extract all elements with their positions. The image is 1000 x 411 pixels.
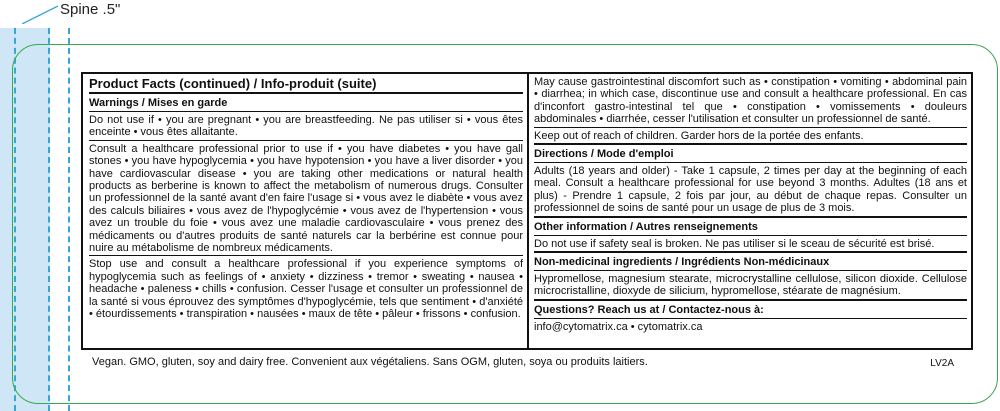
warnings-heading: Warnings / Mises en garde — [89, 94, 523, 112]
keep-out-of-reach-text: Keep out of reach of children. Garder hors de la portée des enfants. — [534, 129, 864, 142]
panel-title: Product Facts (continued) / Info-produit (suite) — [89, 74, 523, 94]
spine-label: Spine .5" — [60, 1, 121, 18]
non-medicinal-text: Hypromellose, magnesium stearate, microcrystalline cellulose, silicon dioxide. Cellulose microcristalline, dioxyde de silicium, hypromellose, stéarate de magnésium. — [534, 271, 967, 301]
directions-text: Adults (18 years and older) - Take 1 capsule, 2 times per day at the beginning of each meal. Consult a healthcare professional for use beyond 3 months. Adultes (18 ans et plus) - Prendre 1 capsule, 2 fois par jour, au début de chaque repas. Consulter un professionnel de soins de santé pour un usage de plus de 3 mois. — [534, 163, 967, 218]
contact-text: info@cytomatrix.ca • cytomatrix.ca — [534, 320, 703, 333]
product-facts-panel — [81, 72, 973, 350]
directions-heading: Directions / Mode d'emploi — [534, 143, 967, 163]
consult-text: Consult a healthcare professional prior to use if • you have diabetes • you have gall stones • you have hypoglycemia • you have hypotension • you have a liver disorder • you have cardiovascular disease • you are taking other medications or natural health products as berberine is known to affect the metabolism of numerous drugs. Consulter un professionnel de la santé avant d'en faire l'usage si • vous avez le diabète • vous avez des calculs biliaires • vous avez de l'hypoglycémie • vous avez de l'hypertension • vous avez un trouble du foie • vous avez une maladie cardiovasculaire • vous prenez des médicaments ou d'autres produits de santé naturels car la berbérine est connue pour nuire au métabolisme de nombreux médicaments. — [89, 141, 523, 257]
spine-leader-line — [22, 4, 62, 24]
gi-discomfort-text: May cause gastrointestinal discomfort such as • constipation • vomiting • abdominal pain • diarrhea; in which case, discontinue use and consult a healthcare professional. En cas d'inconfort gastro-intestinal tel que • constipation • vomissements • douleurs abdominales • diarrhée, cesser l'utilisation et consulter un professionnel de santé. — [534, 74, 967, 128]
facts-left-column — [83, 74, 529, 348]
do-not-use-text: Do not use if • you are pregnant • you are breastfeeding. Ne pas utiliser si • vous êtes enceinte • vous êtes allaitante. — [89, 112, 523, 141]
other-info-heading: Other information / Autres renseignements — [534, 218, 967, 236]
other-info-text: Do not use if safety seal is broken. Ne pas utiliser si le sceau de sécurité est brisé. — [534, 236, 967, 253]
stop-use-text: Stop use and consult a healthcare professional if you experience symptoms of hypoglycemia such as feelings of • anxiety • dizziness • tremor • sweating • nausea • headache • paleness • chills • confusion. Cesser l'usage et consulter un professionnel de la santé si vous éprouvez des symptômes d'hypoglycémie, tels que sentiment • d'anxiété • étourdissements • transpiration • nausées • maux de tête • pâleur • frissons • confusion. — [89, 258, 523, 321]
facts-right-column — [529, 74, 971, 348]
non-medicinal-heading: Non-medicinal ingredients / Ingrédients Non-médicinaux — [534, 253, 967, 271]
label-code: LV2A — [930, 358, 954, 369]
questions-heading: Questions? Reach us at / Contactez-nous à: — [534, 301, 967, 319]
vegan-statement: Vegan. GMO, gluten, soy and dairy free. Convenient aux végétaliens. Sans OGM, gluten, soya ou produits laitiers. — [92, 356, 648, 368]
